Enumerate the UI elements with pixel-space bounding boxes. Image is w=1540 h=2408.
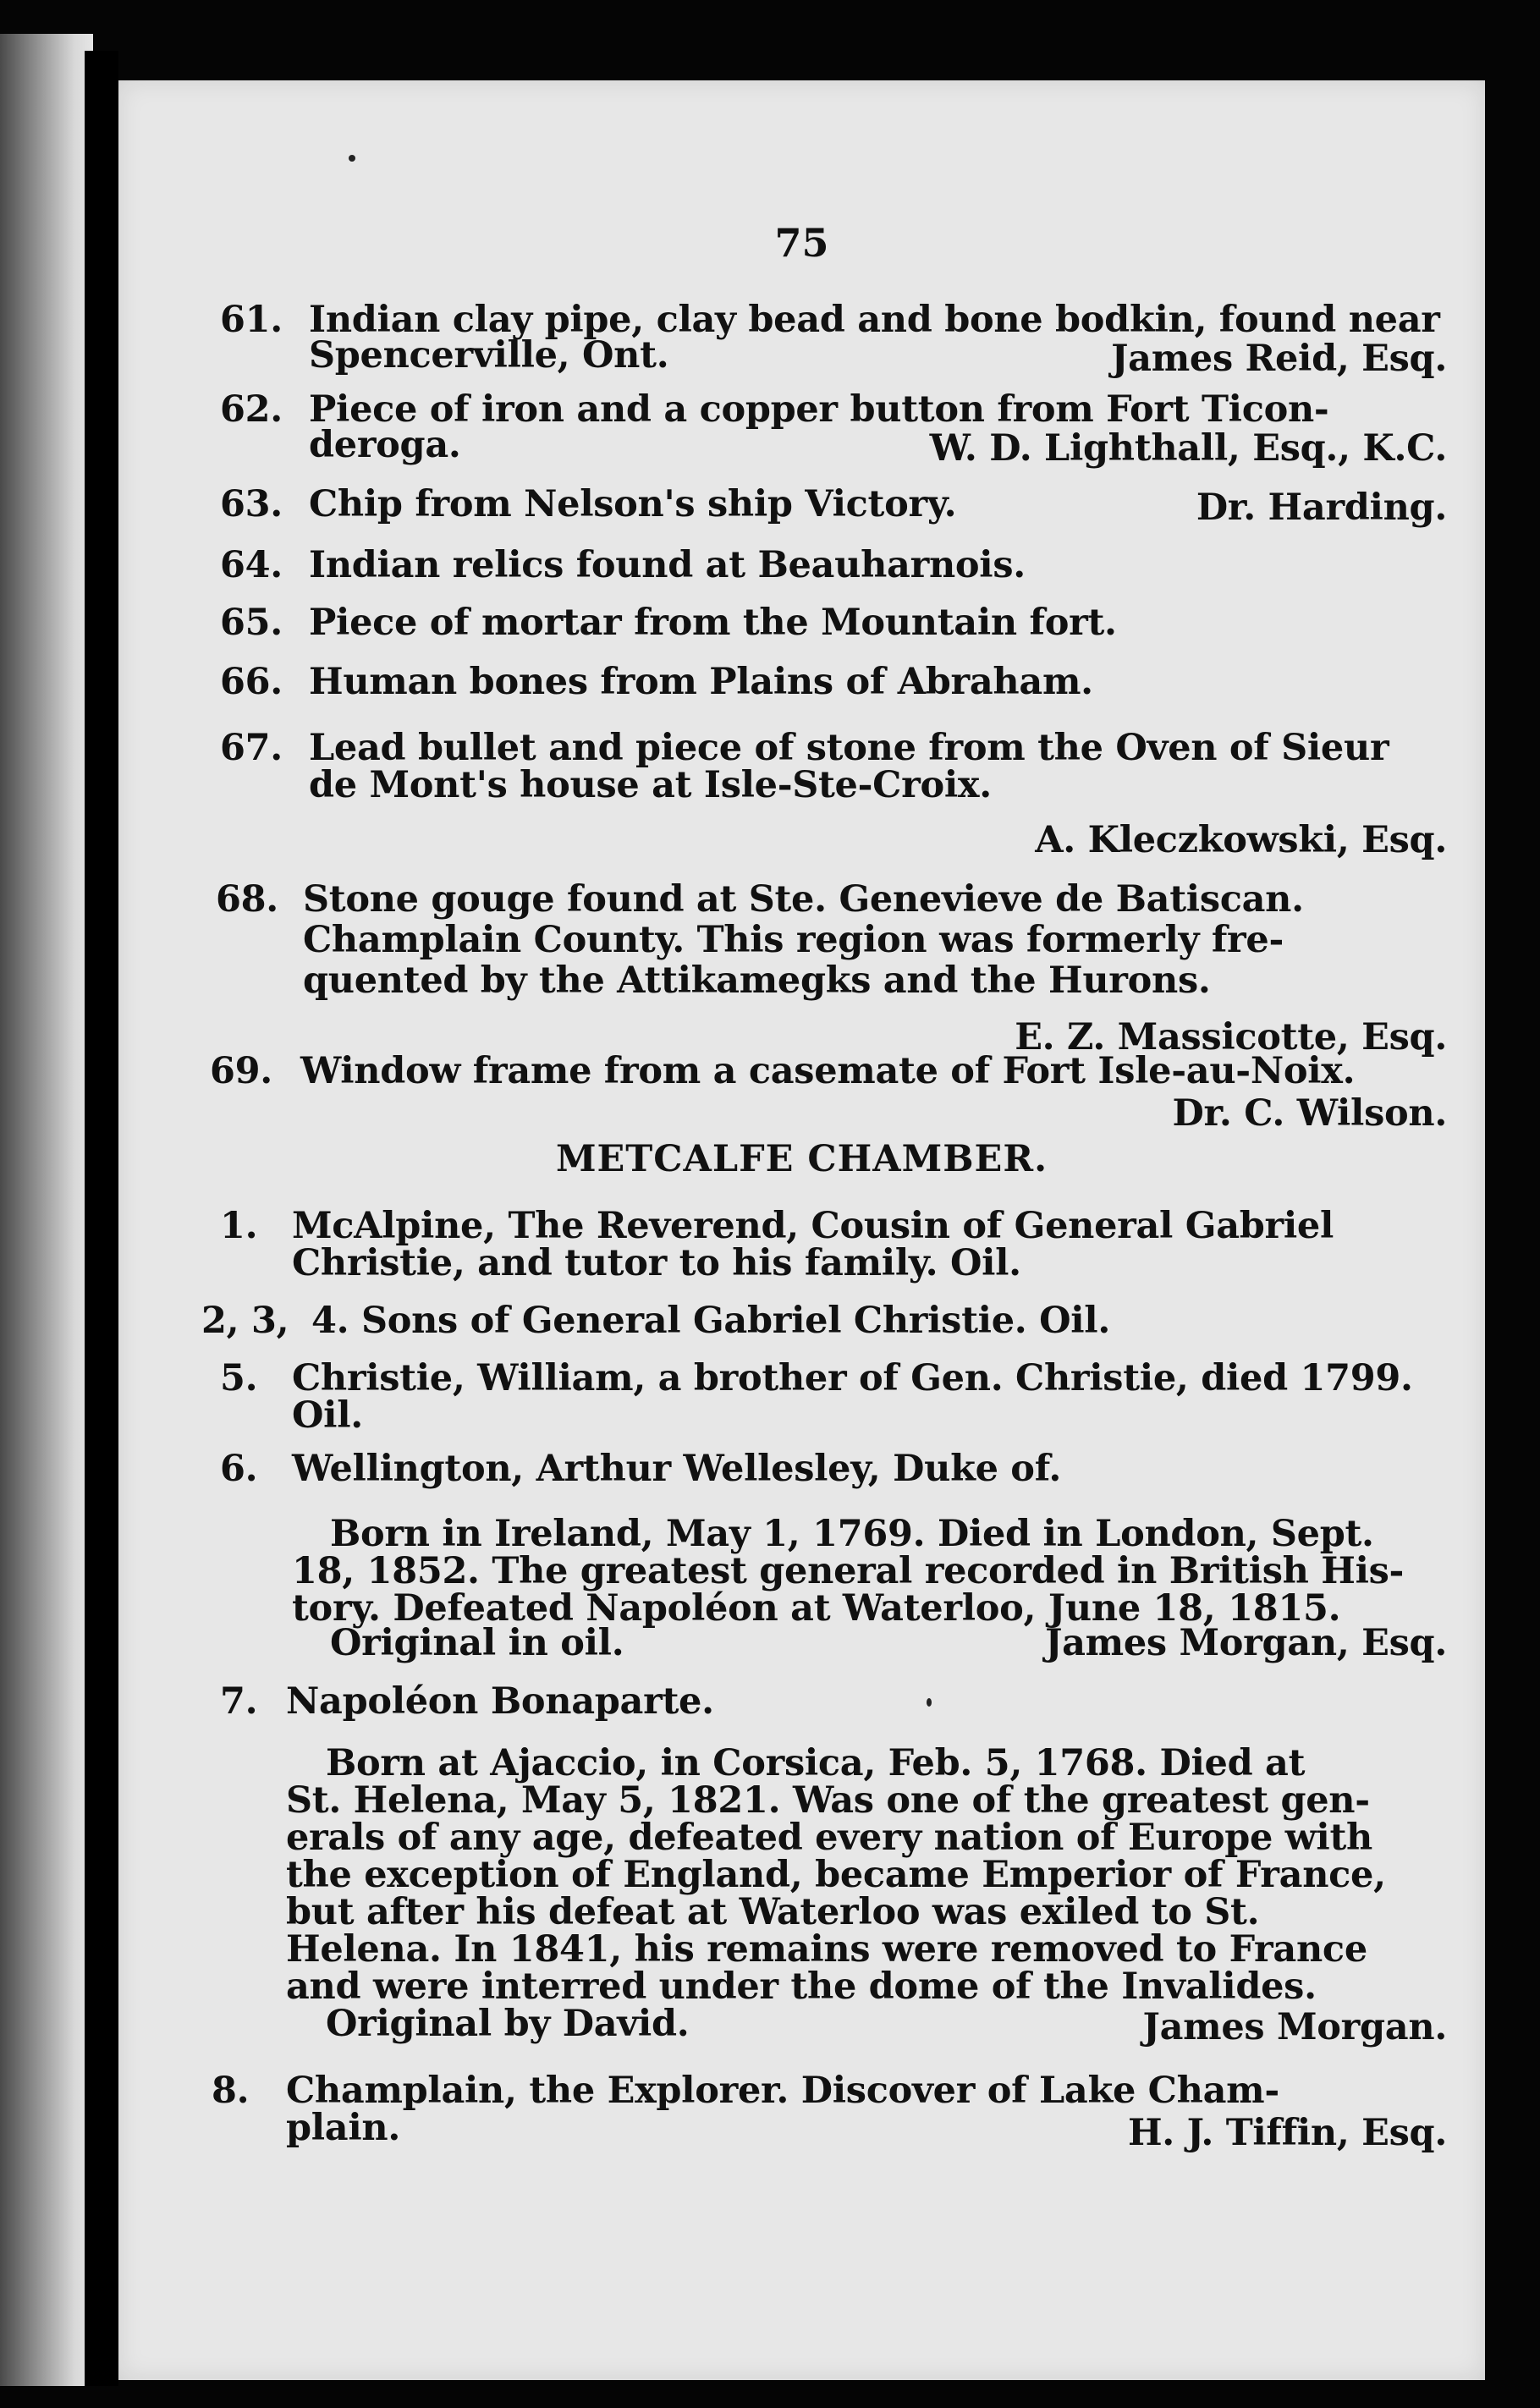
entry-number: 65. [220,602,283,644]
book-gutter [85,51,118,2386]
entry-number: 61. [220,299,283,341]
entry-donor: E. Z. Massicotte, Esq. [1015,1016,1447,1058]
entry-donor: W. D. Lighthall, Esq., K.C. [929,427,1447,470]
entry-number: 2, 3, [201,1300,289,1342]
entry-number: 1. [220,1205,258,1247]
paragraph-line: 18, 1852. The greatest general recorded in British His- [292,1550,1405,1592]
entry-text-line: Wellington, Arthur Wellesley, Duke of. [292,1448,1062,1490]
entry-donor: H. J. Tiffin, Esq. [1127,2112,1447,2154]
entry-note: Original by David. [326,2003,690,2045]
entry-number: 64. [220,544,283,586]
entry-text-line: Oil. [292,1394,363,1437]
entry-donor: Dr. C. Wilson. [1172,1092,1447,1135]
entry-donor: Dr. Harding. [1196,487,1447,529]
paragraph-line: but after his defeat at Waterloo was exiled to St. [286,1891,1260,1933]
page-text [118,80,1485,2380]
entry-text-line: Human bones from Plains of Abraham. [309,661,1093,703]
entry-text-line: Indian clay pipe, clay bead and bone bodkin, found near [309,299,1440,341]
entry-donor: A. Kleczkowski, Esq. [1035,819,1447,861]
left-page-edge [0,34,93,2386]
entry-number: 63. [220,483,283,525]
entry-text-line: 4. Sons of General Gabriel Christie. Oil. [311,1300,1110,1342]
entry-text-line: Window frame from a casemate of Fort Isle-au-Noix. [300,1050,1356,1092]
page-number: 75 [774,220,829,266]
book-page [118,80,1485,2380]
section-heading: METCALFE CHAMBER. [555,1138,1048,1180]
ink-speck [349,155,355,162]
entry-text-line: Christie, William, a brother of Gen. Christie, died 1799. [292,1357,1413,1399]
entry-text-line: Lead bullet and piece of stone from the Oven of Sieur [309,727,1389,769]
entry-number: 66. [220,661,283,703]
paragraph-line: the exception of England, became Emperior of France, [286,1854,1386,1896]
entry-text-line: deroga. [309,424,461,466]
entry-text-line: McAlpine, The Reverend, Cousin of General Gabriel [292,1205,1334,1247]
entry-text-line: Champlain County. This region was formerly fre- [303,919,1284,961]
entry-text-line: Stone gouge found at Ste. Genevieve de Batiscan. [303,878,1304,921]
paragraph-line: St. Helena, May 5, 1821. Was one of the greatest gen- [286,1779,1370,1822]
entry-text-line: de Mont's house at Isle-Ste-Croix. [309,764,992,806]
entry-number: 67. [220,727,283,769]
entry-number: 68. [216,878,278,921]
entry-number: 7. [220,1680,258,1723]
entry-text-line: Napoléon Bonaparte. [286,1680,714,1723]
entry-text-line: Spencerville, Ont. [309,334,669,377]
entry-number: 8. [212,2070,250,2112]
entry-number: 5. [220,1357,258,1399]
entry-text-line: Chip from Nelson's ship Victory. [309,483,957,525]
entry-text-line: Piece of iron and a copper button from Fort Ticon- [309,388,1329,431]
entry-text-line: plain. [286,2107,401,2149]
entry-donor: James Morgan. [1142,2006,1447,2048]
entry-number: 69. [210,1050,272,1092]
paragraph-line: erals of any age, defeated every nation of Europe with [286,1817,1372,1859]
entry-text-line: Champlain, the Explorer. Discover of Lake Cham- [286,2070,1279,2112]
entry-donor: James Reid, Esq. [1111,338,1447,380]
entry-number: 62. [220,388,283,431]
paragraph-line: and were interred under the dome of the Invalides. [286,1965,1317,2008]
entry-donor: James Morgan, Esq. [1045,1622,1447,1664]
ink-speck [927,1698,932,1707]
entry-text-line: Piece of mortar from the Mountain fort. [309,602,1117,644]
entry-text-line: Christie, and tutor to his family. Oil. [292,1242,1021,1284]
paragraph-line: Born in Ireland, May 1, 1769. Died in London, Sept. [330,1513,1374,1555]
paragraph-line: tory. Defeated Napoléon at Waterloo, June 18, 1815. [292,1587,1341,1630]
entry-note: Original in oil. [330,1622,624,1664]
entry-number: 6. [220,1448,258,1490]
entry-text-line: quented by the Attikamegks and the Hurons. [303,959,1211,1002]
entry-text-line: Indian relics found at Beauharnois. [309,544,1026,586]
paragraph-line: Helena. In 1841, his remains were removed to France [286,1928,1367,1971]
paragraph-line: Born at Ajaccio, in Corsica, Feb. 5, 1768. Died at [326,1742,1306,1784]
